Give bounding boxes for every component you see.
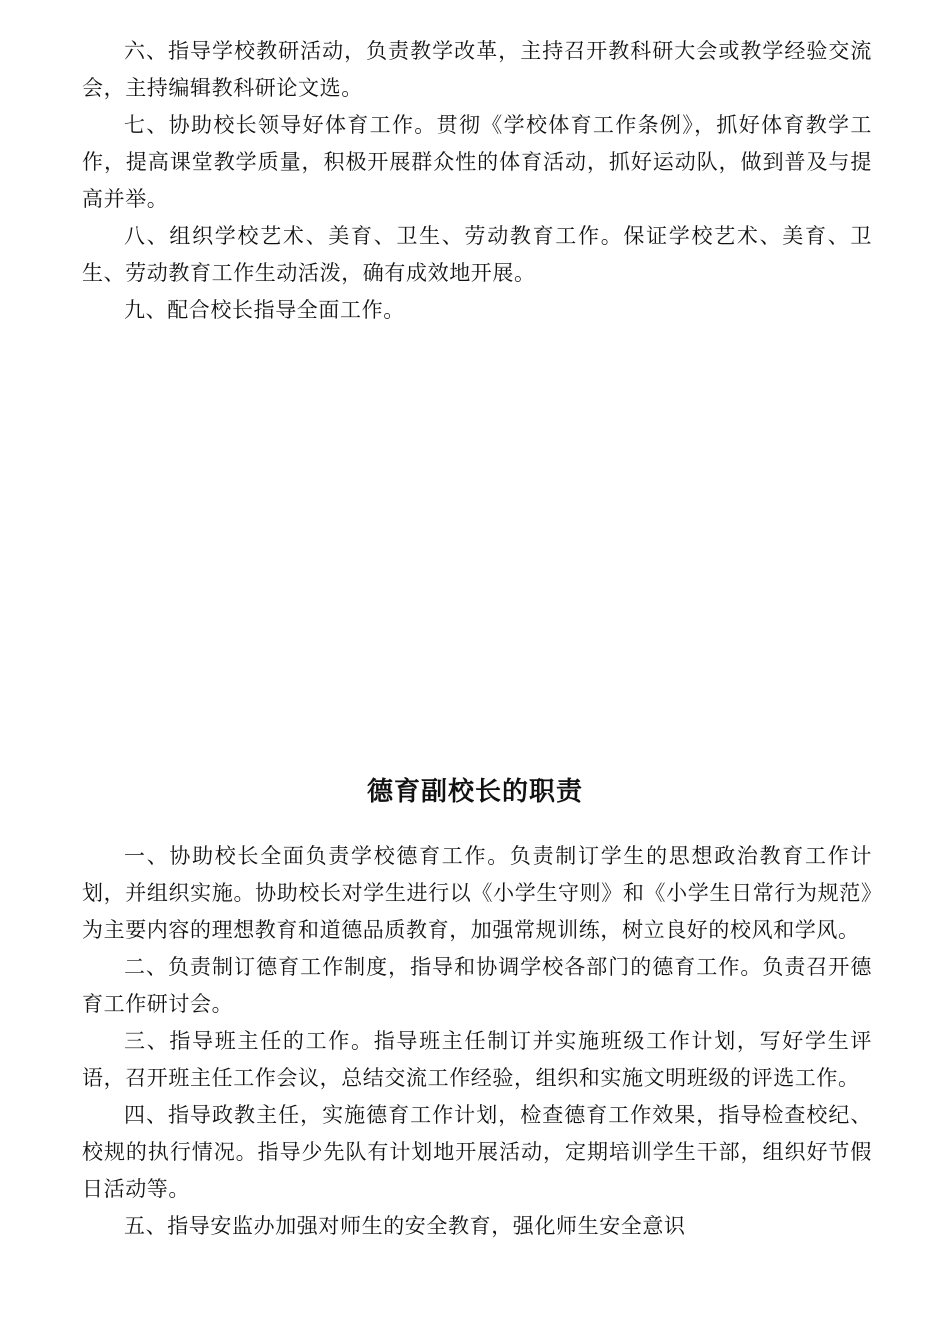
duty-paragraph-4: 四、指导政教主任，实施德育工作计划，检查德育工作效果，指导检查校纪、校规的执行情况。指导少先队有计划地开展活动，定期培训学生干部，组织好节假日活动等。 (82, 1103, 872, 1201)
duty-paragraph-1: 一、协助校长全面负责学校德育工作。负责制订学生的思想政治教育工作计划，并组织实施。协助校长对学生进行以《小学生守则》和《小学生日常行为规范》为主要内容的理想教育和道德品质教育，加强常规训练，树立良好的校风和学风。 (82, 844, 872, 942)
duty-paragraph-5: 五、指导安监办加强对师生的安全教育，强化师生安全意识 (124, 1214, 686, 1238)
duty-paragraph-2: 二、负责制订德育工作制度，指导和协调学校各部门的德育工作。负责召开德育工作研讨会。 (82, 955, 872, 1016)
paragraph-7: 七、协助校长领导好体育工作。贯彻《学校体育工作条例》，抓好体育教学工作，提高课堂教学质量，积极开展群众性的体育活动，抓好运动队，做到普及与提高并举。 (82, 113, 872, 211)
paragraph-8: 八、组织学校艺术、美育、卫生、劳动教育工作。保证学校艺术、美育、卫生、劳动教育工作生动活泼，确有成效地开展。 (82, 224, 872, 285)
duty-paragraph-3: 三、指导班主任的工作。指导班主任制订并实施班级工作计划，写好学生评语，召开班主任工作会议，总结交流工作经验，组织和实施文明班级的评选工作。 (82, 1029, 872, 1090)
top-section (82, 33, 872, 329)
bottom-section (82, 838, 872, 1245)
paragraph-9: 九、配合校长指导全面工作。 (124, 298, 405, 322)
section-title: 德育副校长的职责 (366, 777, 583, 807)
paragraph-6: 六、指导学校教研活动，负责教学改革，主持召开教科研大会或教学经验交流会，主持编辑教科研论文选。 (82, 39, 872, 100)
